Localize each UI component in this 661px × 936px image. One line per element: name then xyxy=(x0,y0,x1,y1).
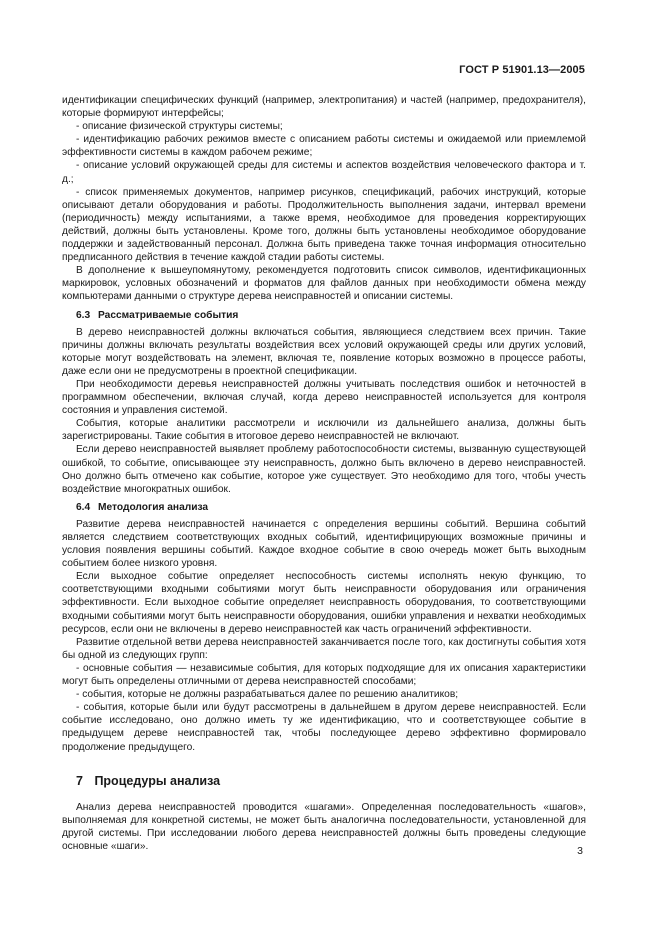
standard-header: ГОСТ Р 51901.13—2005 xyxy=(459,64,585,76)
paragraph: Развитие дерева неисправностей начинается с определения вершины событий. Вершина событий является следствием соответствующих входных событий, идентифицирующих возможные причины и условия появления вершины событий. Каждое входное событие в свою очередь может быть выходным событием более низкого уровня. xyxy=(62,518,586,570)
section-number: 6.3 xyxy=(76,309,91,321)
paragraph: Если дерево неисправностей выявляет проблему работоспособности системы, вызванную существующей ошибкой, то событие, описывающее эту неисправность, должно быть включено в дерево неисправностей. Оно должно быть отмечено как событие, которое уже существует. Это необходимо для того, чтобы учесть воздействие многократных ошибок. xyxy=(62,444,586,495)
section-title: Процедуры анализа xyxy=(94,773,221,788)
section-number: 7 xyxy=(76,773,83,788)
paragraph: Развитие отдельной ветви дерева неисправностей заканчивается после того, как достигнуты события хотя бы одной из следующих групп: xyxy=(62,636,586,661)
section-heading-7 xyxy=(76,773,586,789)
section-heading-6-3 xyxy=(76,309,586,322)
list-item: - события, которые были или будут рассмотрены в дальнейшем в другом дереве неисправностей. Если событие исследовано, оно должно иметь ту же идентификацию, что и соответствующее событие в предыдущем дереве неисправностей так, чтобы последующее дерево эффективно формировало продолжение предыдущего. xyxy=(62,702,586,753)
list-item: - основные события — независимые события, для которых подходящие для их описания характеристики могут быть определены отличными от дерева неисправностей способами; xyxy=(62,662,586,688)
list-item: - события, которые не должны разрабатываться далее по решению аналитиков; xyxy=(76,689,459,701)
section-title: Методология анализа xyxy=(98,501,209,513)
paragraph: Если выходное событие определяет неспособность системы исполнять некую функцию, то соответствующими входными событиями могут быть неисправности оборудования или ограничения эффективности. Если выходное событие определяет неисправность оборудования, то соответствующими входными событиями могут быть неисправности оборудования, ошибки управления и нехватки необходимых ресурсов, если они не включены в дерево неисправностей как часть ограничений эффективности. xyxy=(62,571,586,635)
paragraph: События, которые аналитики рассмотрели и исключили из дальнейшего анализа, должны быть зарегистрированы. Такие события в итоговое дерево неисправностей не включают. xyxy=(62,418,586,443)
list-item: - список применяемых документов, например рисунков, спецификаций, рабочих инструкций, которые описывают детали оборудования и работы. Продолжительность выполнения задачи, интервал времени (периодичность) между испытаниями, а также время, необходимое для проведения корректирующих действий, должны быть установлены. Кроме того, должны быть установлены необходимое оборудование поддержки и задействованный персонал. Должна быть приведена также точная информация относительно предписанного действия в течение каждой стадии работы системы. xyxy=(62,186,586,264)
section-title: Рассматриваемые события xyxy=(98,309,239,321)
list-item: - описание условий окружающей среды для системы и аспектов воздействия человеческого фактора и т. д.; xyxy=(62,160,586,185)
section-heading-6-4 xyxy=(76,501,586,514)
section-number: 6.4 xyxy=(76,501,91,513)
page-content xyxy=(62,94,586,853)
page-number: 3 xyxy=(577,845,583,857)
paragraph: Анализ дерева неисправностей проводится «шагами». Определенная последовательность «шагов», выполняемая для конкретной системы, не может быть аналогична последовательности, установленной для другой системы. При исследовании любого дерева неисправностей должны быть проведены следующие основные «шаги». xyxy=(62,801,586,852)
paragraph: В дерево неисправностей должны включаться события, являющиеся следствием всех причин. Такие причины должны включать результаты воздействия всех условий окружающей среды или других условий, которые могут воздействовать на элемент, включая те, появление которых возможно в процессе работы, даже если они не предусмотрены в проектной спецификации. xyxy=(62,326,586,377)
paragraph-continuation: идентификации специфических функций (например, электропитания) и частей (например, предохранителя), которые формируют интерфейсы; xyxy=(62,95,586,120)
paragraph: При необходимости деревья неисправностей должны учитывать последствия ошибок и неточностей в программном обеспечении, включая случай, когда дерево неисправностей используется для контроля состояния и управления системой. xyxy=(62,378,586,417)
paragraph: В дополнение к вышеупомянутому, рекомендуется подготовить список символов, идентификационных маркировок, условных обозначений и форматов для файлов данных при необходимости обмена между компьютерами данными о структуре дерева неисправностей и описании системы. xyxy=(62,265,586,303)
list-item: - идентификацию рабочих режимов вместе с описанием работы системы и ожидаемой или приемлемой эффективности системы в каждом рабочем режиме; xyxy=(62,134,586,159)
list-item: - описание физической структуры системы; xyxy=(76,121,283,133)
